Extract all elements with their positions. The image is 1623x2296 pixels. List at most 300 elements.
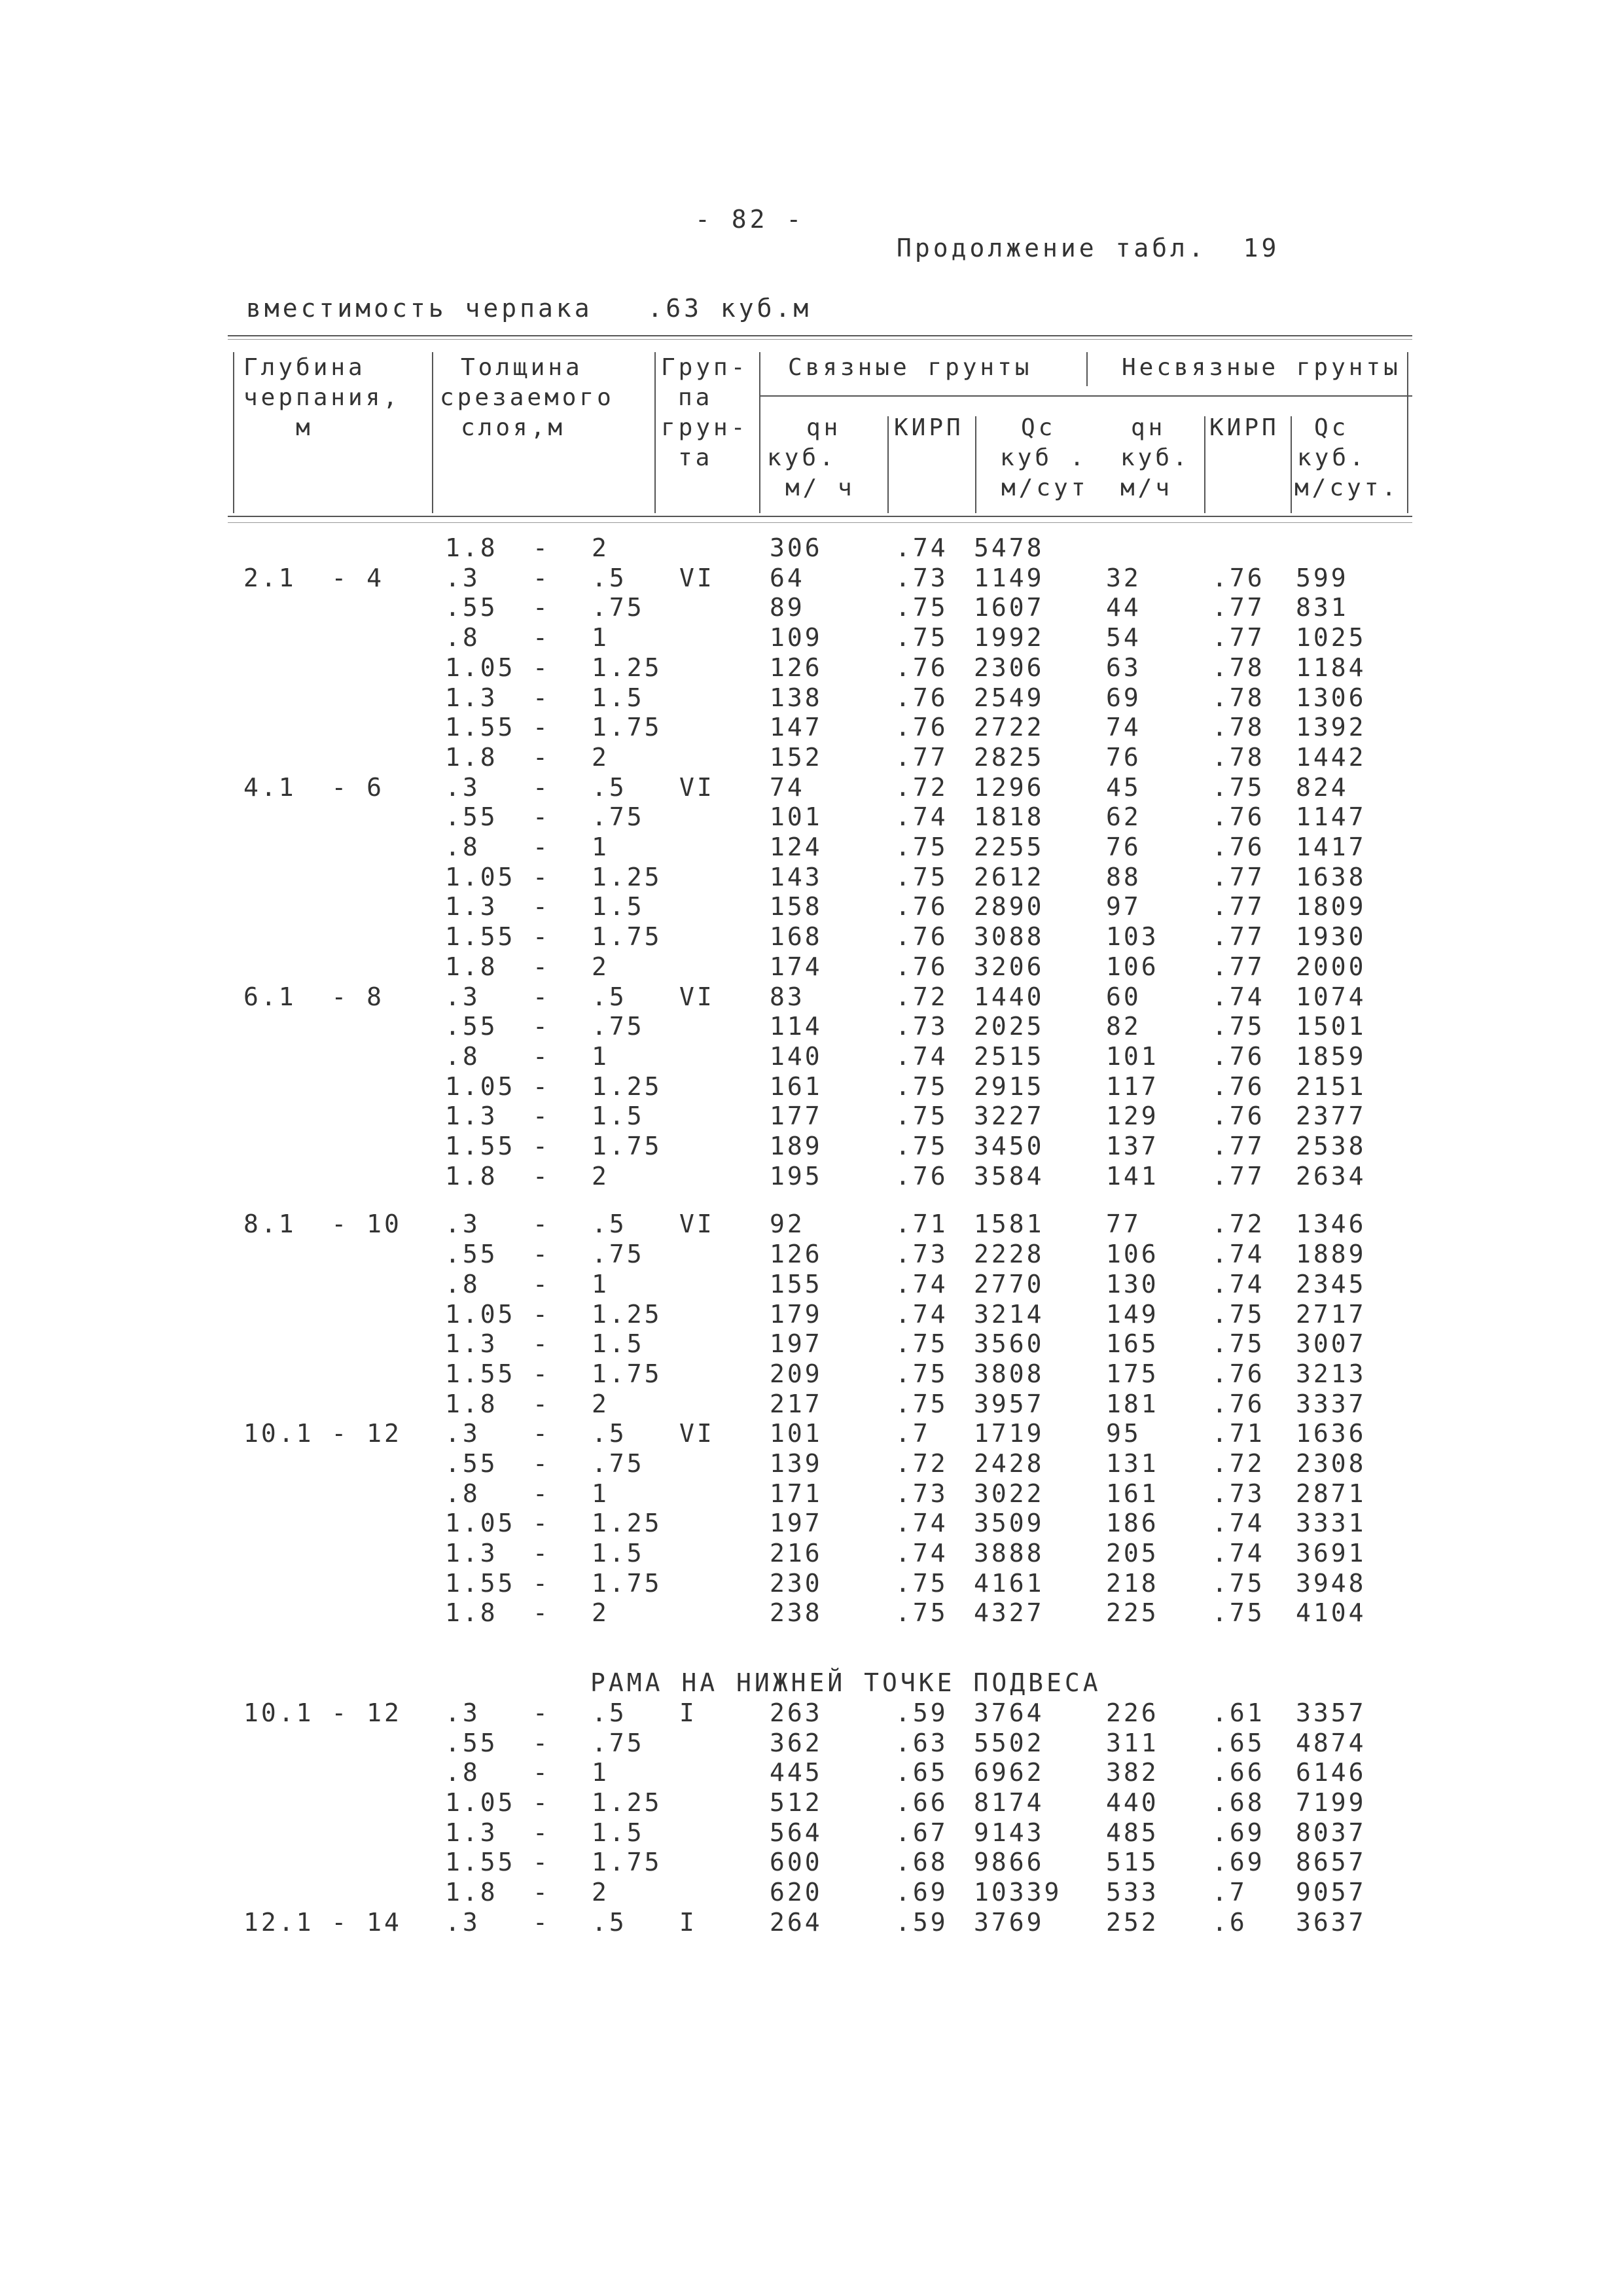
cell-qc-cohesive: 3560 xyxy=(974,1329,1044,1358)
cell-thickness-from: .8 xyxy=(445,1270,480,1299)
cell-kirp-noncohesive: .74 xyxy=(1212,1509,1265,1537)
cell-qh-cohesive: 89 xyxy=(770,593,805,622)
cell-dash: - xyxy=(533,863,550,891)
cell-qc-cohesive: 2025 xyxy=(974,1012,1044,1041)
cell-qh-cohesive: 445 xyxy=(770,1758,823,1787)
cell-qc-noncohesive: 2000 xyxy=(1296,952,1366,981)
cell-kirp-noncohesive: .69 xyxy=(1212,1848,1265,1876)
cell-qh-cohesive: 138 xyxy=(770,683,823,712)
cell-qc-cohesive: 2515 xyxy=(974,1042,1044,1071)
depth-header-line3: м xyxy=(296,414,313,441)
cell-qh-noncohesive: 533 xyxy=(1106,1878,1159,1907)
cell-qc-noncohesive: 2634 xyxy=(1296,1162,1366,1191)
cell-qc-noncohesive: 1147 xyxy=(1296,802,1366,831)
cell-thickness-to: 1 xyxy=(592,1042,609,1071)
cell-kirp-cohesive: .76 xyxy=(895,653,948,682)
cell-thickness-from: 1.55 xyxy=(445,713,516,742)
cell-kirp-noncohesive: .78 xyxy=(1212,713,1265,742)
cell-kirp-cohesive: .67 xyxy=(895,1818,948,1847)
cell-dash: - xyxy=(533,892,550,921)
cell-dash: - xyxy=(533,1300,550,1329)
cell-thickness-from: 1.8 xyxy=(445,1390,498,1418)
section-title: РАМА НА НИЖНЕЙ ТОЧКЕ ПОДВЕСА xyxy=(590,1668,1101,1697)
cell-thickness-from: 1.3 xyxy=(445,892,498,921)
cell-thickness-to: 1.25 xyxy=(592,653,662,682)
cell-kirp-noncohesive: .76 xyxy=(1212,802,1265,831)
cell-thickness-from: .55 xyxy=(445,1240,498,1268)
cell-thickness-from: .3 xyxy=(445,564,480,592)
cell-kirp-cohesive: .76 xyxy=(895,683,948,712)
cell-qh-cohesive: 74 xyxy=(770,773,805,802)
cell-thickness-from: .55 xyxy=(445,1012,498,1041)
cell-thickness-from: .3 xyxy=(445,773,480,802)
cell-qh-noncohesive: 60 xyxy=(1106,982,1141,1011)
qc-noncohesive-header-line1: Qc xyxy=(1314,414,1349,441)
cell-qc-cohesive: 2612 xyxy=(974,863,1044,891)
cell-qh-noncohesive: 106 xyxy=(1106,1240,1159,1268)
cell-thickness-to: 1.5 xyxy=(592,1102,645,1130)
cell-qc-cohesive: 2825 xyxy=(974,743,1044,772)
cell-kirp-cohesive: .7 xyxy=(895,1419,931,1448)
cell-kirp-cohesive: .71 xyxy=(895,1210,948,1238)
cell-thickness-to: 1.25 xyxy=(592,1509,662,1537)
cell-thickness-to: .75 xyxy=(592,1240,645,1268)
bucket-capacity: вместимость черпака .63 куб.м xyxy=(246,294,812,323)
cell-kirp-noncohesive: .75 xyxy=(1212,1300,1265,1329)
cell-qh-noncohesive: 103 xyxy=(1106,922,1159,951)
cell-qc-cohesive: 2228 xyxy=(974,1240,1044,1268)
cell-qh-cohesive: 126 xyxy=(770,1240,823,1268)
cell-qh-cohesive: 101 xyxy=(770,802,823,831)
cell-dash: - xyxy=(533,1390,550,1418)
cell-qh-noncohesive: 181 xyxy=(1106,1390,1159,1418)
cell-qh-cohesive: 512 xyxy=(770,1788,823,1817)
cell-kirp-cohesive: .65 xyxy=(895,1758,948,1787)
cell-qh-cohesive: 174 xyxy=(770,952,823,981)
cell-thickness-to: .5 xyxy=(592,564,627,592)
cell-kirp-noncohesive: .75 xyxy=(1212,1569,1265,1598)
cell-dash: - xyxy=(533,1042,550,1071)
cell-dash: - xyxy=(533,802,550,831)
cell-kirp-noncohesive: .76 xyxy=(1212,1072,1265,1101)
cell-dash: - xyxy=(533,1729,550,1757)
cell-kirp-cohesive: .73 xyxy=(895,564,948,592)
cell-kirp-noncohesive: .66 xyxy=(1212,1758,1265,1787)
cell-qh-noncohesive: 205 xyxy=(1106,1539,1159,1568)
cell-thickness-to: 1 xyxy=(592,1758,609,1787)
cell-qc-cohesive: 1719 xyxy=(974,1419,1044,1448)
cell-group: I xyxy=(679,1698,697,1727)
cell-dash: - xyxy=(533,1102,550,1130)
cell-qh-cohesive: 362 xyxy=(770,1729,823,1757)
cell-qh-cohesive: 83 xyxy=(770,982,805,1011)
cell-thickness-to: 2 xyxy=(592,533,609,562)
cell-thickness-from: 1.05 xyxy=(445,1509,516,1537)
cell-dash: - xyxy=(533,683,550,712)
cell-qh-noncohesive: 137 xyxy=(1106,1132,1159,1160)
page-number: - 82 - xyxy=(695,205,805,234)
cell-thickness-to: 1.25 xyxy=(592,1788,662,1817)
cell-thickness-to: 1 xyxy=(592,1270,609,1299)
cell-qh-noncohesive: 515 xyxy=(1106,1848,1159,1876)
cell-kirp-cohesive: .74 xyxy=(895,533,948,562)
cell-qc-cohesive: 3584 xyxy=(974,1162,1044,1191)
cell-thickness-to: 1.5 xyxy=(592,1539,645,1568)
cell-qh-cohesive: 230 xyxy=(770,1569,823,1598)
cell-qh-noncohesive: 101 xyxy=(1106,1042,1159,1071)
cell-thickness-from: .55 xyxy=(445,593,498,622)
qc-noncohesive-header-line2: куб. xyxy=(1297,444,1367,471)
thickness-header-line2: срезаемого xyxy=(440,384,615,411)
cell-thickness-from: 1.3 xyxy=(445,1818,498,1847)
cell-group: VI xyxy=(679,1210,715,1238)
cell-qc-cohesive: 1581 xyxy=(974,1210,1044,1238)
cell-qc-cohesive: 3769 xyxy=(974,1908,1044,1937)
cell-thickness-from: 1.55 xyxy=(445,1848,516,1876)
cell-qh-noncohesive: 141 xyxy=(1106,1162,1159,1191)
cell-kirp-cohesive: .75 xyxy=(895,1329,948,1358)
cell-thickness-to: .5 xyxy=(592,1698,627,1727)
thickness-header-line1: Толщина xyxy=(461,354,583,381)
cell-qh-cohesive: 168 xyxy=(770,922,823,951)
cell-qh-cohesive: 109 xyxy=(770,623,823,652)
cell-thickness-to: 1.75 xyxy=(592,1132,662,1160)
cell-qh-noncohesive: 54 xyxy=(1106,623,1141,652)
cell-dash: - xyxy=(533,1539,550,1568)
qh-noncohesive-header-line2: куб. xyxy=(1120,444,1190,471)
cell-qc-noncohesive: 7199 xyxy=(1296,1788,1366,1817)
cell-thickness-from: .8 xyxy=(445,1042,480,1071)
table-continuation: Продолжение табл. 19 xyxy=(897,234,1280,262)
cell-qh-cohesive: 140 xyxy=(770,1042,823,1071)
cell-thickness-from: .8 xyxy=(445,1758,480,1787)
cell-qc-noncohesive: 3337 xyxy=(1296,1390,1366,1418)
cell-depth: 2.1 - 4 xyxy=(243,564,385,592)
cell-kirp-cohesive: .63 xyxy=(895,1729,948,1757)
cell-qh-noncohesive: 485 xyxy=(1106,1818,1159,1847)
kirp-cohesive-header: КИРП xyxy=(894,414,964,441)
cell-kirp-cohesive: .75 xyxy=(895,1390,948,1418)
cell-qh-cohesive: 197 xyxy=(770,1329,823,1358)
cell-dash: - xyxy=(533,952,550,981)
cell-thickness-from: .3 xyxy=(445,1698,480,1727)
cell-qh-noncohesive: 226 xyxy=(1106,1698,1159,1727)
cell-qc-noncohesive: 1889 xyxy=(1296,1240,1366,1268)
cell-dash: - xyxy=(533,1569,550,1598)
cell-qh-noncohesive: 218 xyxy=(1106,1569,1159,1598)
cell-qh-cohesive: 209 xyxy=(770,1359,823,1388)
cell-qc-noncohesive: 1501 xyxy=(1296,1012,1366,1041)
cell-dash: - xyxy=(533,1908,550,1937)
cell-kirp-cohesive: .74 xyxy=(895,1300,948,1329)
cell-qc-noncohesive: 8037 xyxy=(1296,1818,1366,1847)
cell-kirp-noncohesive: .78 xyxy=(1212,683,1265,712)
cell-kirp-noncohesive: .77 xyxy=(1212,1162,1265,1191)
cell-qc-noncohesive: 8657 xyxy=(1296,1848,1366,1876)
cell-qc-noncohesive: 1306 xyxy=(1296,683,1366,712)
cell-qh-noncohesive: 311 xyxy=(1106,1729,1159,1757)
cell-kirp-noncohesive: .75 xyxy=(1212,1598,1265,1627)
noncohesive-soils-header: Несвязные грунты xyxy=(1122,354,1401,381)
cell-qh-noncohesive: 382 xyxy=(1106,1758,1159,1787)
cell-kirp-cohesive: .73 xyxy=(895,1479,948,1508)
cell-kirp-noncohesive: .72 xyxy=(1212,1449,1265,1478)
cell-thickness-to: .5 xyxy=(592,1908,627,1937)
cell-dash: - xyxy=(533,533,550,562)
cell-dash: - xyxy=(533,1210,550,1238)
cell-qc-noncohesive: 824 xyxy=(1296,773,1349,802)
cell-dash: - xyxy=(533,743,550,772)
cell-kirp-cohesive: .75 xyxy=(895,1598,948,1627)
cell-dash: - xyxy=(533,982,550,1011)
cell-qc-noncohesive: 3213 xyxy=(1296,1359,1366,1388)
cell-dash: - xyxy=(533,833,550,861)
cell-thickness-from: 1.55 xyxy=(445,1132,516,1160)
cell-qh-cohesive: 264 xyxy=(770,1908,823,1937)
cell-qc-noncohesive: 9057 xyxy=(1296,1878,1366,1907)
cell-kirp-noncohesive: .77 xyxy=(1212,952,1265,981)
cell-thickness-from: 1.05 xyxy=(445,863,516,891)
cell-thickness-from: 1.8 xyxy=(445,1878,498,1907)
cell-kirp-noncohesive: .75 xyxy=(1212,773,1265,802)
cell-kirp-cohesive: .66 xyxy=(895,1788,948,1817)
cell-qh-noncohesive: 129 xyxy=(1106,1102,1159,1130)
cell-kirp-cohesive: .74 xyxy=(895,1042,948,1071)
cell-qh-cohesive: 92 xyxy=(770,1210,805,1238)
cell-qc-cohesive: 1440 xyxy=(974,982,1044,1011)
cell-kirp-noncohesive: .76 xyxy=(1212,1042,1265,1071)
cell-kirp-noncohesive: .76 xyxy=(1212,1359,1265,1388)
cell-qc-noncohesive: 2377 xyxy=(1296,1102,1366,1130)
cell-thickness-from: 1.05 xyxy=(445,1300,516,1329)
cell-qc-cohesive: 4161 xyxy=(974,1569,1044,1598)
cell-thickness-from: .3 xyxy=(445,982,480,1011)
cell-qc-cohesive: 9143 xyxy=(974,1818,1044,1847)
cell-kirp-noncohesive: .76 xyxy=(1212,1390,1265,1418)
cell-kirp-noncohesive: .78 xyxy=(1212,743,1265,772)
cell-qh-noncohesive: 95 xyxy=(1106,1419,1141,1448)
cell-qh-noncohesive: 186 xyxy=(1106,1509,1159,1537)
cell-qh-noncohesive: 69 xyxy=(1106,683,1141,712)
cell-thickness-to: 1.5 xyxy=(592,892,645,921)
cell-thickness-to: .75 xyxy=(592,1449,645,1478)
cell-kirp-noncohesive: .75 xyxy=(1212,1329,1265,1358)
cell-qc-noncohesive: 4104 xyxy=(1296,1598,1366,1627)
cell-qh-cohesive: 216 xyxy=(770,1539,823,1568)
cell-kirp-noncohesive: .68 xyxy=(1212,1788,1265,1817)
cell-dash: - xyxy=(533,1419,550,1448)
cell-qc-cohesive: 3214 xyxy=(974,1300,1044,1329)
cell-qc-cohesive: 3450 xyxy=(974,1132,1044,1160)
cell-qh-noncohesive: 32 xyxy=(1106,564,1141,592)
cell-thickness-to: 1.25 xyxy=(592,1300,662,1329)
depth-header-line2: черпания, xyxy=(243,384,401,411)
cell-thickness-to: 2 xyxy=(592,1162,609,1191)
cell-qh-noncohesive: 77 xyxy=(1106,1210,1141,1238)
cell-qc-cohesive: 3509 xyxy=(974,1509,1044,1537)
cell-qh-cohesive: 197 xyxy=(770,1509,823,1537)
cell-qh-cohesive: 64 xyxy=(770,564,805,592)
cell-qh-cohesive: 161 xyxy=(770,1072,823,1101)
cell-qh-cohesive: 620 xyxy=(770,1878,823,1907)
cell-qh-noncohesive: 440 xyxy=(1106,1788,1159,1817)
cell-thickness-from: .8 xyxy=(445,1479,480,1508)
cell-thickness-to: 1.75 xyxy=(592,713,662,742)
cell-kirp-noncohesive: .61 xyxy=(1212,1698,1265,1727)
qc-cohesive-header-line3: м/сут xyxy=(1001,475,1089,501)
cell-qc-cohesive: 3764 xyxy=(974,1698,1044,1727)
qc-noncohesive-header-line3: м/сут. xyxy=(1294,475,1400,501)
cell-thickness-to: .5 xyxy=(592,773,627,802)
cell-qc-cohesive: 1607 xyxy=(974,593,1044,622)
cell-thickness-from: 1.55 xyxy=(445,1569,516,1598)
cell-thickness-to: 1.75 xyxy=(592,1359,662,1388)
cell-qc-cohesive: 1992 xyxy=(974,623,1044,652)
cell-thickness-to: 2 xyxy=(592,743,609,772)
cell-thickness-from: 1.3 xyxy=(445,1539,498,1568)
cell-dash: - xyxy=(533,1012,550,1041)
group-header-line3: грун- xyxy=(661,414,749,441)
cell-kirp-cohesive: .76 xyxy=(895,1162,948,1191)
cell-qc-cohesive: 3088 xyxy=(974,922,1044,951)
cell-qc-noncohesive: 2871 xyxy=(1296,1479,1366,1508)
depth-header-line1: Глубина xyxy=(243,354,366,381)
cell-qc-noncohesive: 1930 xyxy=(1296,922,1366,951)
cell-kirp-cohesive: .72 xyxy=(895,773,948,802)
cell-kirp-cohesive: .59 xyxy=(895,1908,948,1937)
cell-thickness-from: 1.05 xyxy=(445,1788,516,1817)
cell-thickness-to: 1.75 xyxy=(592,1569,662,1598)
cell-kirp-cohesive: .75 xyxy=(895,833,948,861)
cell-dash: - xyxy=(533,1359,550,1388)
cell-qh-cohesive: 189 xyxy=(770,1132,823,1160)
cell-kirp-cohesive: .75 xyxy=(895,1072,948,1101)
cell-qc-cohesive: 2428 xyxy=(974,1449,1044,1478)
cell-qc-cohesive: 9866 xyxy=(974,1848,1044,1876)
cell-thickness-from: 1.8 xyxy=(445,743,498,772)
cell-thickness-from: .55 xyxy=(445,1729,498,1757)
cell-kirp-noncohesive: .69 xyxy=(1212,1818,1265,1847)
cell-thickness-from: 1.8 xyxy=(445,1598,498,1627)
cell-kirp-cohesive: .75 xyxy=(895,1132,948,1160)
cell-qc-noncohesive: 2717 xyxy=(1296,1300,1366,1329)
cell-qh-noncohesive: 161 xyxy=(1106,1479,1159,1508)
cell-qc-cohesive: 3206 xyxy=(974,952,1044,981)
thickness-header-line3: слоя,м xyxy=(461,414,566,441)
cell-depth: 4.1 - 6 xyxy=(243,773,385,802)
cell-thickness-to: 1.25 xyxy=(592,863,662,891)
cell-kirp-cohesive: .72 xyxy=(895,982,948,1011)
cell-qh-noncohesive: 130 xyxy=(1106,1270,1159,1299)
cell-qh-cohesive: 139 xyxy=(770,1449,823,1478)
cell-kirp-cohesive: .74 xyxy=(895,1539,948,1568)
cell-qh-noncohesive: 106 xyxy=(1106,952,1159,981)
cell-qc-cohesive: 1149 xyxy=(974,564,1044,592)
cell-qh-noncohesive: 175 xyxy=(1106,1359,1159,1388)
qc-cohesive-header-line1: Qc xyxy=(1021,414,1056,441)
cell-thickness-from: 1.3 xyxy=(445,683,498,712)
cell-kirp-cohesive: .77 xyxy=(895,743,948,772)
cell-thickness-from: 1.55 xyxy=(445,1359,516,1388)
cell-qh-cohesive: 600 xyxy=(770,1848,823,1876)
cell-thickness-from: .3 xyxy=(445,1419,480,1448)
cell-thickness-from: 1.05 xyxy=(445,1072,516,1101)
cell-qc-noncohesive: 3691 xyxy=(1296,1539,1366,1568)
cell-thickness-to: 1.5 xyxy=(592,1818,645,1847)
qc-cohesive-header-line2: куб . xyxy=(1000,444,1088,471)
cell-kirp-noncohesive: .74 xyxy=(1212,1270,1265,1299)
cell-depth: 10.1 - 12 xyxy=(243,1419,402,1448)
qh-cohesive-header-line2: куб. xyxy=(767,444,837,471)
cell-qc-noncohesive: 1184 xyxy=(1296,653,1366,682)
cell-qc-noncohesive: 1859 xyxy=(1296,1042,1366,1071)
cell-thickness-to: 1.25 xyxy=(592,1072,662,1101)
cell-kirp-noncohesive: .77 xyxy=(1212,922,1265,951)
cell-qc-cohesive: 1818 xyxy=(974,802,1044,831)
cell-qc-noncohesive: 1074 xyxy=(1296,982,1366,1011)
cell-thickness-to: 2 xyxy=(592,952,609,981)
cell-qh-cohesive: 158 xyxy=(770,892,823,921)
cell-qh-cohesive: 564 xyxy=(770,1818,823,1847)
cell-kirp-noncohesive: .75 xyxy=(1212,1012,1265,1041)
cell-depth: 10.1 - 12 xyxy=(243,1698,402,1727)
cell-kirp-noncohesive: .77 xyxy=(1212,593,1265,622)
cell-kirp-noncohesive: .74 xyxy=(1212,1240,1265,1268)
cell-qc-cohesive: 2722 xyxy=(974,713,1044,742)
cell-kirp-cohesive: .72 xyxy=(895,1449,948,1478)
cell-depth: 8.1 - 10 xyxy=(243,1210,402,1238)
cell-kirp-cohesive: .76 xyxy=(895,952,948,981)
cell-depth: 6.1 - 8 xyxy=(243,982,385,1011)
cell-dash: - xyxy=(533,1162,550,1191)
cell-kirp-noncohesive: .72 xyxy=(1212,1210,1265,1238)
cell-dash: - xyxy=(533,593,550,622)
cell-kirp-cohesive: .75 xyxy=(895,623,948,652)
cell-kirp-noncohesive: .76 xyxy=(1212,1102,1265,1130)
cell-qh-cohesive: 155 xyxy=(770,1270,823,1299)
cell-thickness-to: .5 xyxy=(592,1210,627,1238)
cell-dash: - xyxy=(533,1788,550,1817)
cell-qc-noncohesive: 1636 xyxy=(1296,1419,1366,1448)
cell-thickness-to: 1.75 xyxy=(592,1848,662,1876)
cell-thickness-from: .3 xyxy=(445,1210,480,1238)
cell-kirp-cohesive: .75 xyxy=(895,1569,948,1598)
cell-thickness-from: 1.05 xyxy=(445,653,516,682)
cell-qc-noncohesive: 599 xyxy=(1296,564,1349,592)
cell-thickness-to: .75 xyxy=(592,1012,645,1041)
qh-cohesive-header-line3: м/ ч xyxy=(785,475,855,501)
cell-thickness-from: .3 xyxy=(445,1908,480,1937)
cell-qc-noncohesive: 4874 xyxy=(1296,1729,1366,1757)
cell-thickness-to: .75 xyxy=(592,802,645,831)
cell-kirp-cohesive: .76 xyxy=(895,892,948,921)
cell-thickness-to: .75 xyxy=(592,593,645,622)
cell-dash: - xyxy=(533,1598,550,1627)
cell-kirp-cohesive: .59 xyxy=(895,1698,948,1727)
cell-qc-cohesive: 2770 xyxy=(974,1270,1044,1299)
cell-thickness-to: .5 xyxy=(592,982,627,1011)
group-header-line2: па xyxy=(678,384,713,411)
cell-qh-cohesive: 217 xyxy=(770,1390,823,1418)
cell-qc-noncohesive: 1392 xyxy=(1296,713,1366,742)
cell-kirp-cohesive: .73 xyxy=(895,1240,948,1268)
cell-qc-cohesive: 3227 xyxy=(974,1102,1044,1130)
cell-qc-noncohesive: 3007 xyxy=(1296,1329,1366,1358)
cell-qh-noncohesive: 88 xyxy=(1106,863,1141,891)
cell-dash: - xyxy=(533,653,550,682)
cell-thickness-to: 2 xyxy=(592,1878,609,1907)
cell-qh-noncohesive: 165 xyxy=(1106,1329,1159,1358)
